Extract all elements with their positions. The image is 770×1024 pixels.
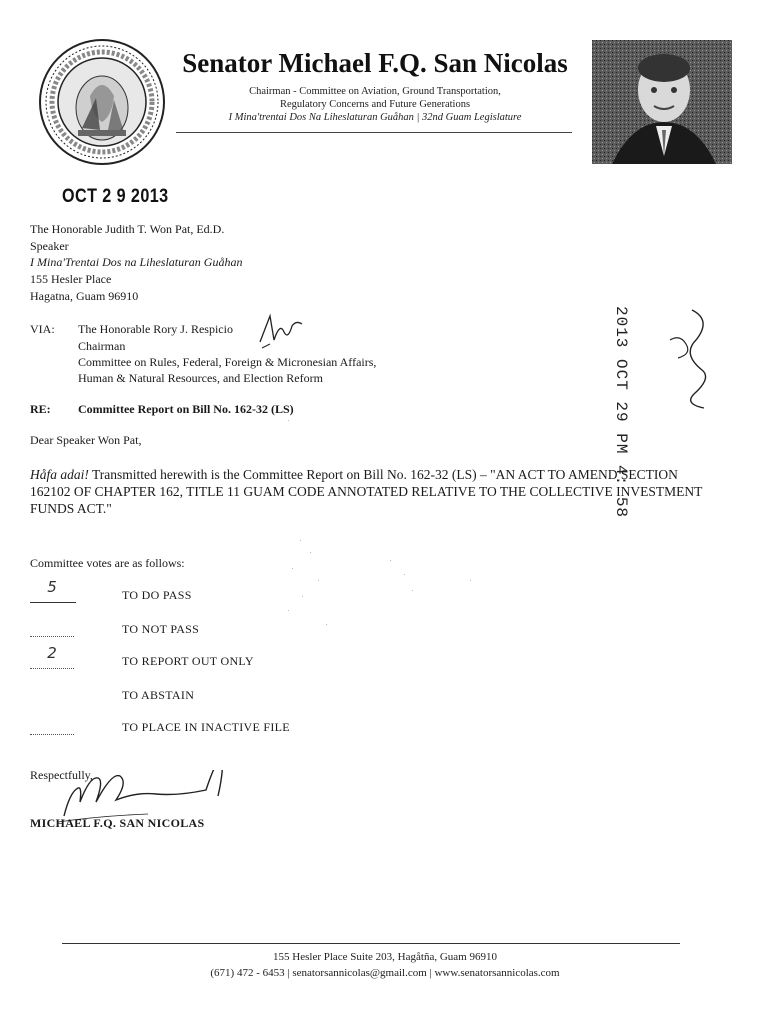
addressee-street: 155 Hesler Place	[30, 272, 112, 286]
vote-line	[30, 636, 74, 637]
vote-line	[30, 668, 74, 669]
vote-row-abstain	[30, 686, 430, 704]
body-paragraph	[30, 466, 720, 517]
re-subject: Committee Report on Bill No. 162-32 (LS)	[78, 402, 294, 416]
vote-count: 2	[47, 644, 57, 662]
received-handwritten-mark	[652, 300, 722, 410]
footer-divider	[62, 943, 680, 944]
signer-name: MICHAEL F.Q. SAN NICOLAS	[30, 816, 205, 830]
body-text: Transmitted herewith is the Committee Report on Bill No. 162-32 (LS) – "AN ACT TO AMEND SECTION 162102 OF CHAPTER 162, TITLE 11 GUAM CODE ANNOTATED RELATIVE TO THE COLLECTIVE INVESTMENT FUNDS ACT."	[30, 467, 703, 516]
vote-label: TO DO PASS	[122, 588, 192, 602]
via-committee-line-2: Human & Natural Resources, and Election Reform	[78, 371, 323, 385]
addressee-name: The Honorable Judith T. Won Pat, Ed.D.	[30, 222, 225, 236]
vote-row-not-pass	[30, 620, 430, 638]
vote-label: TO PLACE IN INACTIVE FILE	[122, 720, 290, 734]
votes-intro: Committee votes are as follows:	[30, 556, 185, 570]
senator-name: Senator Michael F.Q. San Nicolas	[182, 48, 568, 78]
via-title: Chairman	[78, 339, 126, 353]
salutation: Dear Speaker Won Pat,	[30, 433, 142, 447]
via-name: The Honorable Rory J. Respicio	[78, 322, 233, 336]
committee-name-line: Regulatory Concerns and Future Generations	[279, 99, 471, 110]
vote-row-inactive-file	[30, 718, 430, 736]
legislature-seal-logo	[38, 38, 166, 166]
legislature-line: I Mina'trentai Dos Na Liheslaturan Guåhan | 32nd Guam Legislature	[228, 112, 522, 123]
re-label: RE:	[30, 402, 51, 416]
vote-row-do-pass	[30, 578, 430, 604]
vote-line	[30, 734, 74, 735]
vote-label: TO NOT PASS	[122, 622, 200, 636]
senator-portrait-photo	[592, 40, 732, 164]
addressee-legislature: I Mina'Trentai Dos na Liheslaturan Guåhan	[30, 255, 243, 269]
addressee-city: Hagatna, Guam 96910	[30, 289, 139, 303]
vote-line	[30, 602, 76, 603]
vote-count: 5	[47, 578, 57, 596]
via-committee-line-1: Committee on Rules, Federal, Foreign & Micronesian Affairs,	[78, 355, 377, 369]
committee-chair-line: Chairman - Committee on Aviation, Ground Transportation,	[249, 86, 501, 97]
addressee-title: Speaker	[30, 239, 69, 253]
footer-address: 155 Hesler Place Suite 203, Hagåtña, Guam 96910	[273, 951, 497, 963]
closing: Respectfully,	[30, 768, 93, 782]
header-divider	[176, 132, 572, 133]
via-initials-signature	[256, 310, 306, 350]
vote-label: TO REPORT OUT ONLY	[122, 654, 254, 668]
date-stamp: OCT 2 9 2013	[62, 186, 169, 207]
vote-label: TO ABSTAIN	[122, 688, 195, 702]
footer-contact: (671) 472 - 6453 | senatorsannicolas@gmail.com | www.senatorsannicolas.com	[210, 967, 560, 979]
body-greeting: Håfa adai!	[30, 467, 89, 482]
via-label: VIA:	[30, 322, 55, 336]
received-stamp-text: 2013 OCT 29 PM 4: 58	[612, 306, 630, 519]
vote-row-report-out-only	[30, 644, 430, 670]
